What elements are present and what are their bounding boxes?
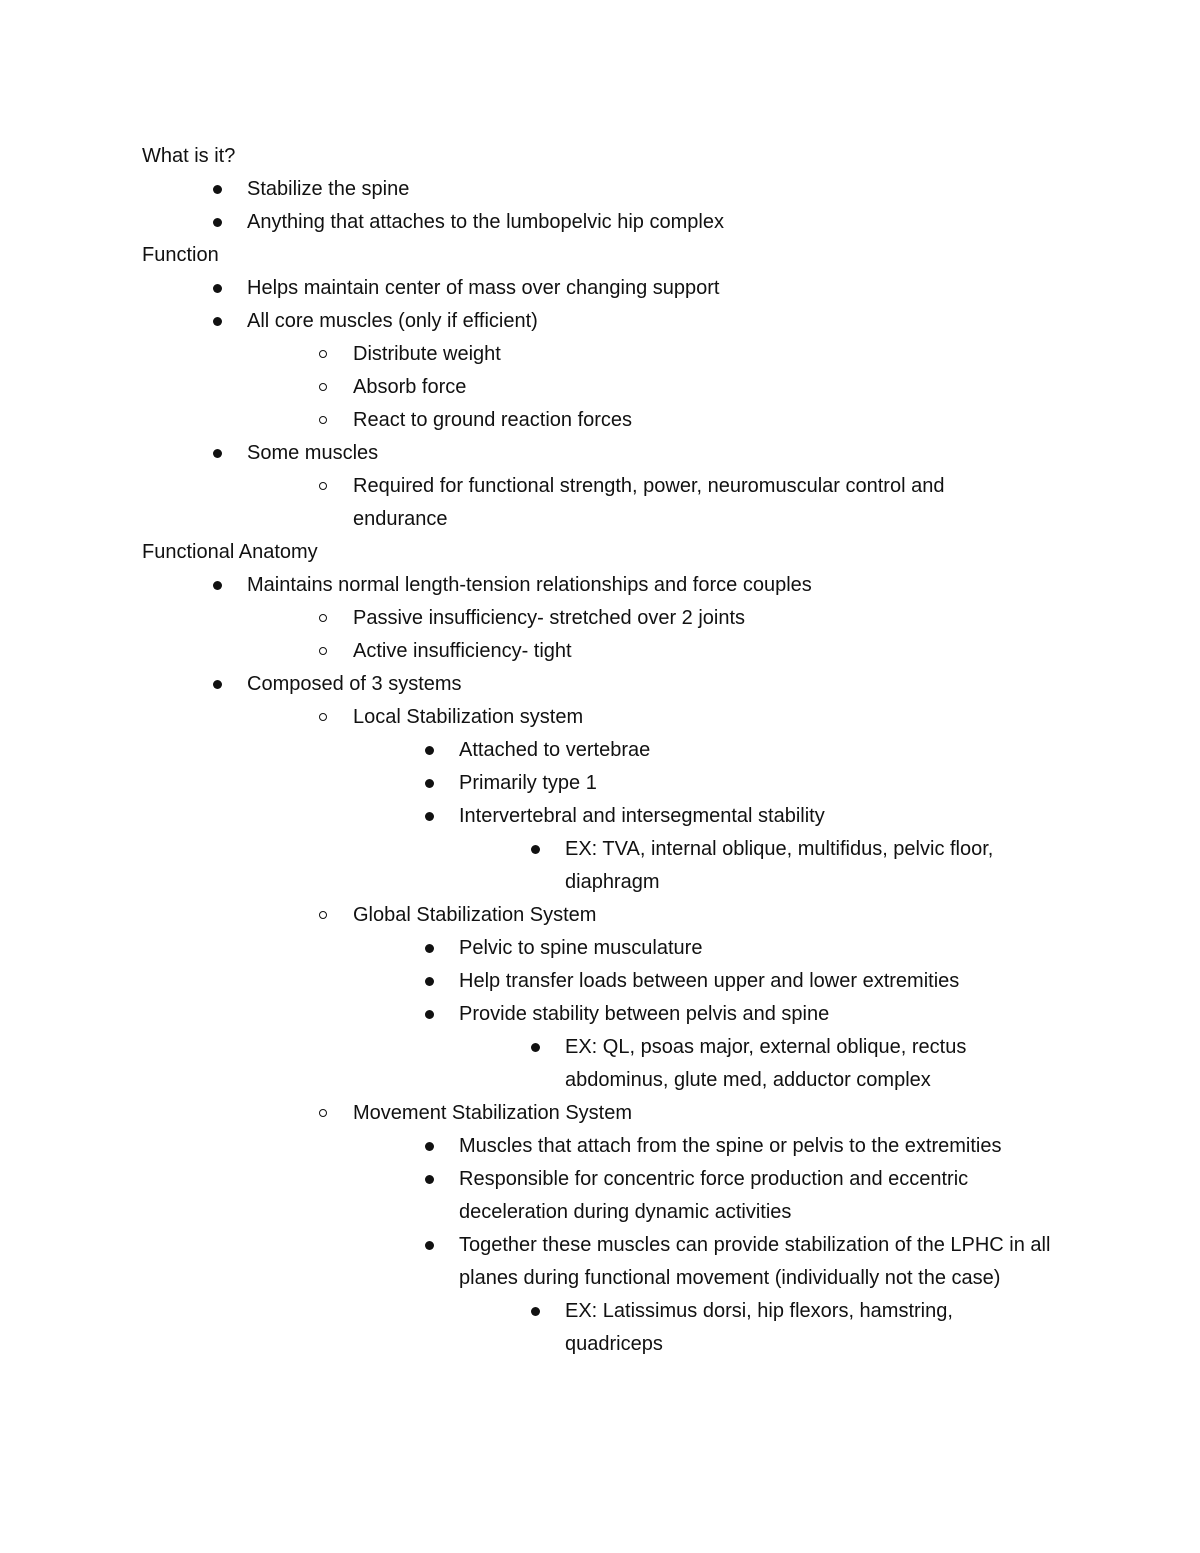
list-item: Responsible for concentric force production and eccentric deceleration during dynamic activities	[142, 1163, 1059, 1229]
list-item: Intervertebral and intersegmental stability	[142, 800, 1059, 833]
bullet-icon	[425, 779, 434, 788]
bullet-icon	[213, 284, 222, 293]
bullet-icon	[213, 317, 222, 326]
list-item: Required for functional strength, power, neuromuscular control and endurance	[142, 470, 1033, 536]
list-item: Maintains normal length-tension relationships and force couples	[142, 569, 947, 602]
list-item: All core muscles (only if efficient)	[142, 305, 947, 338]
hollow-bullet-icon	[319, 416, 327, 424]
list-item: Attached to vertebrae	[142, 734, 1059, 767]
bullet-icon	[213, 581, 222, 590]
hollow-bullet-icon	[319, 482, 327, 490]
list-item: Provide stability between pelvis and spine	[142, 998, 1059, 1031]
list-item: Pelvic to spine musculature	[142, 932, 1059, 965]
bullet-icon	[213, 218, 222, 227]
list-item: Helps maintain center of mass over changing support	[142, 272, 947, 305]
bullet-icon	[531, 1043, 540, 1052]
bullet-icon	[213, 680, 222, 689]
hollow-bullet-icon	[319, 1109, 327, 1117]
bullet-icon	[425, 812, 434, 821]
bullet-icon	[425, 746, 434, 755]
list-item: Muscles that attach from the spine or pelvis to the extremities	[142, 1130, 1059, 1163]
list-item: Active insufficiency- tight	[142, 635, 1033, 668]
hollow-bullet-icon	[319, 713, 327, 721]
section-heading-function: Function	[142, 244, 219, 266]
list-item: Distribute weight	[142, 338, 1033, 371]
list-item: Anything that attaches to the lumbopelvic hip complex	[142, 206, 947, 239]
hollow-bullet-icon	[319, 911, 327, 919]
bullet-icon	[213, 449, 222, 458]
bullet-icon	[425, 944, 434, 953]
list-item: Primarily type 1	[142, 767, 1059, 800]
list-item: EX: Latissimus dorsi, hip flexors, hamstring, quadriceps	[142, 1295, 1035, 1361]
hollow-bullet-icon	[319, 350, 327, 358]
list-item: React to ground reaction forces	[142, 404, 1033, 437]
bullet-icon	[213, 185, 222, 194]
hollow-bullet-icon	[319, 614, 327, 622]
list-item: Stabilize the spine	[142, 173, 947, 206]
bullet-icon	[531, 845, 540, 854]
bullet-icon	[531, 1307, 540, 1316]
list-item: Passive insufficiency- stretched over 2 joints	[142, 602, 1033, 635]
list-item: Together these muscles can provide stabilization of the LPHC in all planes during functional movement (individually not the case)	[142, 1229, 1059, 1295]
list-item: EX: QL, psoas major, external oblique, rectus abdominus, glute med, adductor complex	[142, 1031, 1035, 1097]
list-item: Help transfer loads between upper and lower extremities	[142, 965, 1059, 998]
section-heading-functional-anatomy: Functional Anatomy	[142, 541, 318, 563]
notes-body	[142, 140, 1102, 1361]
bullet-icon	[425, 1175, 434, 1184]
section-heading-what-is-it: What is it?	[142, 145, 236, 167]
list-item: Local Stabilization system	[142, 701, 1033, 734]
hollow-bullet-icon	[319, 647, 327, 655]
list-item: Global Stabilization System	[142, 899, 1033, 932]
hollow-bullet-icon	[319, 383, 327, 391]
bullet-icon	[425, 1142, 434, 1151]
list-item: Composed of 3 systems	[142, 668, 947, 701]
list-item: Absorb force	[142, 371, 1033, 404]
list-item: Movement Stabilization System	[142, 1097, 1033, 1130]
bullet-icon	[425, 1241, 434, 1250]
bullet-icon	[425, 1010, 434, 1019]
bullet-icon	[425, 977, 434, 986]
list-item: Some muscles	[142, 437, 947, 470]
list-item: EX: TVA, internal oblique, multifidus, pelvic floor, diaphragm	[142, 833, 1035, 899]
